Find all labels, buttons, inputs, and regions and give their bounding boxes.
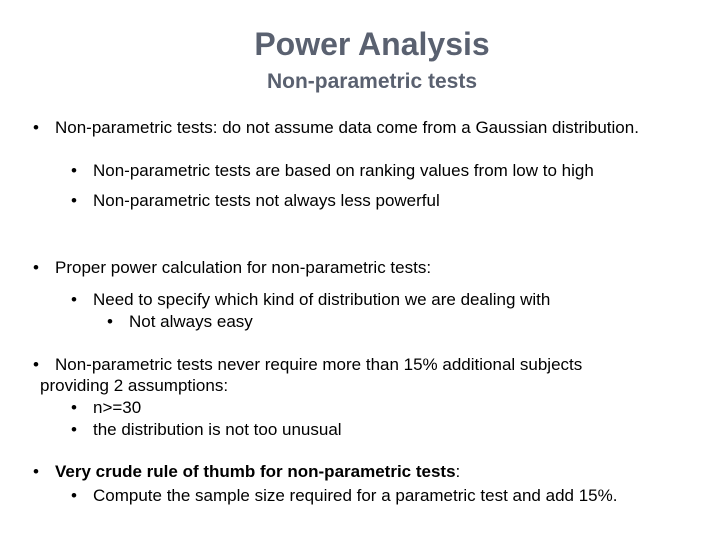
bullet-text: Non-parametric tests are based on ranking values from low to high xyxy=(93,161,594,180)
bullet-text: Non-parametric tests not always less powerful xyxy=(93,191,440,210)
bullet-text: Need to specify which kind of distribution we are dealing with xyxy=(93,290,551,309)
bullet-marker: • xyxy=(33,258,39,277)
bullet-rule-of-thumb xyxy=(33,462,460,482)
slide-title: Power Analysis xyxy=(254,26,490,62)
bullet-marker: • xyxy=(71,161,77,180)
slide-subtitle: Non-parametric tests xyxy=(266,70,478,93)
bullet-additional-subjects xyxy=(33,355,582,375)
subbullet-n30 xyxy=(71,398,141,418)
bullet-nonparametric-definition xyxy=(33,118,639,138)
bullet-marker: • xyxy=(33,462,39,481)
bullet-additional-subjects-cont: providing 2 assumptions: xyxy=(40,376,229,395)
bullet-text: n>=30 xyxy=(93,398,142,417)
bullet-marker: • xyxy=(71,486,77,505)
bullet-text-bold: Very crude rule of thumb for non-parametric tests xyxy=(55,462,456,481)
bullet-marker: • xyxy=(33,355,39,374)
bullet-text: the distribution is not too unusual xyxy=(93,420,342,439)
bullet-marker: • xyxy=(71,191,77,210)
bullet-text: Not always easy xyxy=(129,312,253,331)
bullet-text: Compute the sample size required for a parametric test and add 15%. xyxy=(93,486,618,505)
bullet-marker: • xyxy=(107,312,113,331)
subbullet-unusual xyxy=(71,420,342,440)
bullet-marker: • xyxy=(71,420,77,439)
bullet-text: Proper power calculation for non-parametric tests: xyxy=(55,258,432,277)
subbullet-power xyxy=(71,191,440,211)
subsubbullet-not-easy xyxy=(107,312,253,332)
bullet-text: Non-parametric tests: do not assume data come from a Gaussian distribution. xyxy=(55,118,639,137)
bullet-marker: • xyxy=(71,398,77,417)
subbullet-add-15 xyxy=(71,486,617,506)
bullet-marker: • xyxy=(71,290,77,309)
subbullet-distribution xyxy=(71,290,550,310)
bullet-power-calculation xyxy=(33,258,431,278)
bullet-text-colon: : xyxy=(455,462,461,481)
bullet-text: Non-parametric tests never require more than 15% additional subjects xyxy=(55,355,583,374)
bullet-marker: • xyxy=(33,118,39,137)
subbullet-ranking xyxy=(71,161,594,181)
